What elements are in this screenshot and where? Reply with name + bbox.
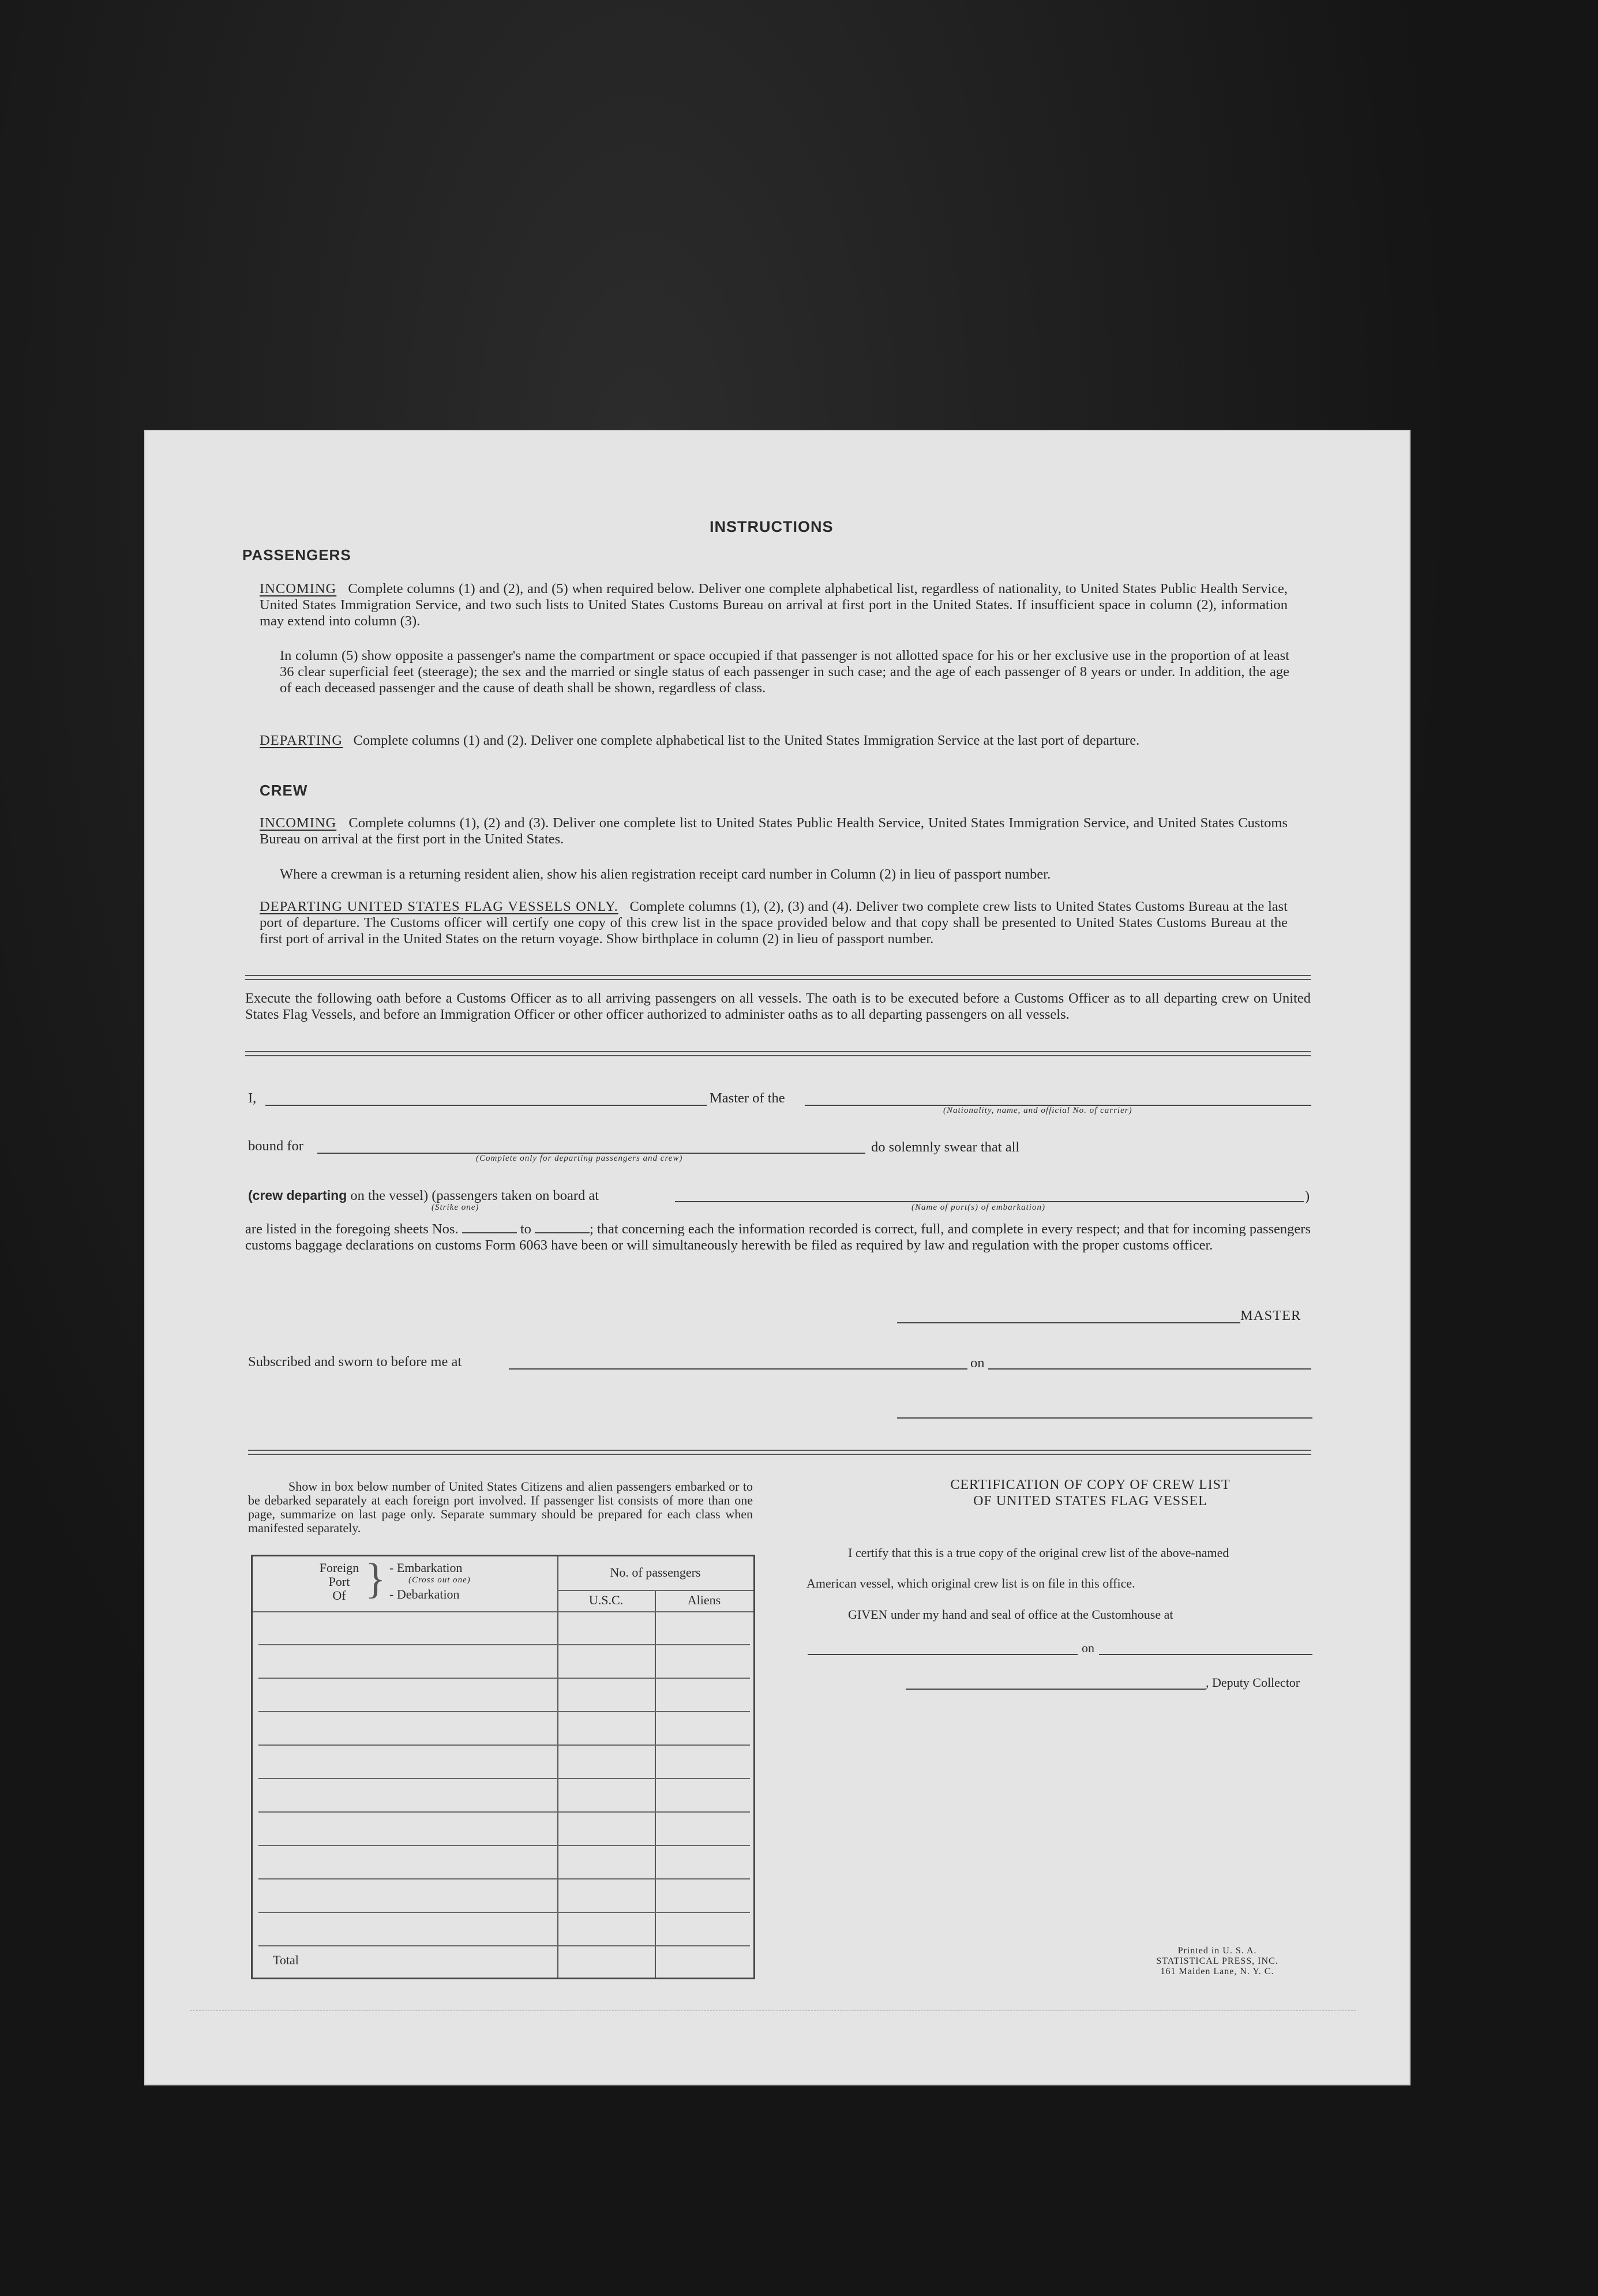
cert-on-label: on	[1082, 1641, 1094, 1655]
oath-i-label: I,	[248, 1090, 257, 1106]
ports-note: (Name of port(s) of embarkation)	[911, 1203, 1045, 1212]
passenger-summary-table	[251, 1555, 755, 1979]
printer-line3: 161 Maiden Lane, N. Y. C.	[1160, 1967, 1274, 1976]
crew-incoming-text: Complete columns (1), (2) and (3). Deliver one complete list to United States Public Health Service, United States Immigration Service, and United States Customs Bureau on arrival at the first port in the United States.	[260, 815, 1288, 847]
table-header-rule	[253, 1611, 753, 1612]
master-of-the-label: Master of the	[710, 1090, 785, 1106]
sheet-from-field[interactable]	[462, 1232, 517, 1233]
sworn-place-field[interactable]	[509, 1368, 967, 1370]
deputy-collector-label: , Deputy Collector	[1206, 1675, 1300, 1690]
printer-line1: Printed in U. S. A.	[1177, 1946, 1257, 1956]
cross-out-note: (Cross out one)	[408, 1575, 471, 1585]
summary-instructions: Show in box below number of United States Citizens and alien passengers embarked or to be debarked separately at each foreign port involved. If passenger list consists of more than one page, summarize on last page only. Separate summary should be prepared for each class when manifested separately.	[248, 1479, 753, 1535]
certification-title-line1: CERTIFICATION OF COPY OF CREW LIST	[950, 1477, 1231, 1492]
crew-incoming-label: INCOMING	[260, 815, 337, 831]
complete-note: (Complete only for departing passengers and crew)	[476, 1154, 683, 1163]
table-row[interactable]	[258, 1644, 750, 1645]
master-name-field[interactable]	[265, 1105, 707, 1106]
of-word: Of	[332, 1588, 346, 1603]
printer-line2: STATISTICAL PRESS, INC.	[1156, 1956, 1278, 1966]
table-divider-right	[655, 1590, 656, 1978]
foreign-port-of-label	[319, 1561, 359, 1603]
printer-imprint	[1125, 1946, 1310, 1977]
departing-label: DEPARTING	[260, 733, 343, 748]
master-label: MASTER	[1240, 1308, 1301, 1323]
customhouse-field[interactable]	[808, 1654, 1078, 1655]
debarkation-option[interactable]: - Debarkation	[389, 1587, 460, 1601]
oath-divider	[245, 1051, 1311, 1056]
oath-intro: Execute the following oath before a Customs Officer as to all arriving passengers on all vessels. The oath is to be executed before a Customs Officer as to all departing crew on United States Flag Vessels, and before an Immigration Officer or other officer authorized to administer oaths as to all departing passengers on all vessels.	[245, 991, 1311, 1022]
sworn-on-label: on	[970, 1355, 985, 1371]
incoming-text: Complete columns (1) and (2), and (5) when required below. Deliver one complete alphabetical list, regardless of nationality, to United States Public Health Service, United States Immigration Service, and two such lists to United States Customs Bureau on arrival at first port in the United States. If insufficient space in column (2), information may extend into column (3).	[260, 581, 1288, 629]
listed-paragraph	[245, 1221, 1311, 1254]
table-row[interactable]	[258, 1878, 750, 1879]
crew-alien-paragraph: Where a crewman is a returning resident alien, show his alien registration receipt card number in Column (2) in lieu of passport number.	[280, 866, 1051, 882]
crew-departing-text: Complete columns (1), (2), (3) and (4). Deliver two complete crew lists to United States Customs Bureau at the last port of departure. The Customs officer will certify one copy of this crew list in the space provided below and that copy shall be presented to United States Customs Bureau at the first port of arrival in the United States on the return voyage. Show birthplace in column (2) in lieu of passport number.	[260, 899, 1288, 947]
aliens-header: Aliens	[687, 1593, 721, 1607]
passengers-departing-paragraph	[260, 733, 1288, 749]
passengers-heading: PASSENGERS	[242, 546, 351, 564]
cert-date-field[interactable]	[1099, 1654, 1312, 1655]
certification-title	[883, 1477, 1298, 1509]
departing-text: Complete columns (1) and (2). Deliver one complete alphabetical list to the United States Immigration Service at the last port of departure.	[353, 733, 1140, 748]
crew-passengers-line	[248, 1187, 599, 1204]
master-signature-field[interactable]	[897, 1322, 1240, 1323]
officer-signature-field[interactable]	[897, 1417, 1312, 1419]
certify-line1: I certify that this is a true copy of the original crew list of the above-named	[848, 1545, 1229, 1560]
ports-field[interactable]	[675, 1201, 1304, 1202]
nationality-note: (Nationality, name, and official No. of carrier)	[943, 1106, 1132, 1115]
certify-line2: American vessel, which original crew list is on file in this office.	[806, 1576, 1135, 1590]
passengers-taken-option: (passengers taken on board at	[432, 1188, 599, 1203]
listed-to: to	[520, 1221, 531, 1237]
strike-one-note: (Strike one)	[432, 1203, 479, 1212]
listed-text-a: are listed in the foregoing sheets Nos.	[245, 1221, 459, 1237]
sworn-date-field[interactable]	[988, 1368, 1311, 1370]
deputy-signature-field[interactable]	[906, 1689, 1206, 1690]
table-row[interactable]	[258, 1778, 750, 1779]
no-of-passengers-header: No. of passengers	[610, 1565, 701, 1580]
crew-heading: CREW	[260, 782, 308, 799]
table-row[interactable]	[258, 1912, 750, 1913]
table-row[interactable]	[258, 1811, 750, 1813]
crew-departing-paragraph	[260, 899, 1288, 947]
bound-for-label: bound for	[248, 1138, 303, 1154]
form-sheet	[144, 430, 1411, 2085]
passengers-incoming-paragraph	[260, 581, 1288, 629]
crew-departing-label: DEPARTING UNITED STATES FLAG VESSELS ONLY.	[260, 899, 618, 914]
swear-label: do solemnly swear that all	[871, 1139, 1020, 1155]
table-subheader-rule	[557, 1590, 753, 1591]
instructions-title: INSTRUCTIONS	[710, 518, 834, 535]
port-word: Port	[328, 1574, 350, 1589]
table-row[interactable]	[258, 1744, 750, 1746]
embarkation-option[interactable]: - Embarkation	[389, 1560, 463, 1575]
lower-divider	[248, 1450, 1311, 1455]
given-line: GIVEN under my hand and seal of office at the Customhouse at	[848, 1607, 1173, 1622]
crew-departing-option: (crew departing	[248, 1188, 347, 1203]
total-label: Total	[273, 1953, 299, 1967]
table-row[interactable]	[258, 1845, 750, 1846]
subscribed-label: Subscribed and sworn to before me at	[248, 1354, 462, 1370]
table-divider-left	[557, 1556, 558, 1978]
certification-title-line2: OF UNITED STATES FLAG VESSEL	[973, 1494, 1207, 1509]
table-row[interactable]	[258, 1678, 750, 1679]
on-the-vessel: on the vessel)	[350, 1188, 429, 1203]
usc-header: U.S.C.	[588, 1593, 624, 1607]
incoming-label: INCOMING	[260, 581, 337, 596]
close-paren: )	[1305, 1188, 1310, 1204]
section-divider	[245, 975, 1311, 980]
bottom-fold-line	[190, 2010, 1356, 2011]
brace-icon: }	[365, 1555, 386, 1603]
sheet-to-field[interactable]	[535, 1232, 590, 1233]
crew-incoming-paragraph	[260, 815, 1288, 847]
listed-text-b: ; that concerning each the information recorded is correct, full, and complete in every respect; and that for incoming passengers customs baggage declarations on customs Form 6063 have been or will simultaneously herewith be filed as required by law and regulation with the proper customs officer.	[245, 1221, 1311, 1253]
table-row[interactable]	[258, 1945, 750, 1946]
column5-paragraph: In column (5) show opposite a passenger's name the compartment or space occupied if that passenger is not allotted space for his or her exclusive use in the proportion of at least 36 clear superficial feet (steerage); the sex and the married or single status of each passenger in such case; and the age of each passenger of 8 years or under. In addition, the age of each deceased passenger and the cause of death shall be shown, regardless of class.	[280, 648, 1289, 696]
foreign-word: Foreign	[319, 1560, 359, 1575]
table-row[interactable]	[258, 1711, 750, 1712]
